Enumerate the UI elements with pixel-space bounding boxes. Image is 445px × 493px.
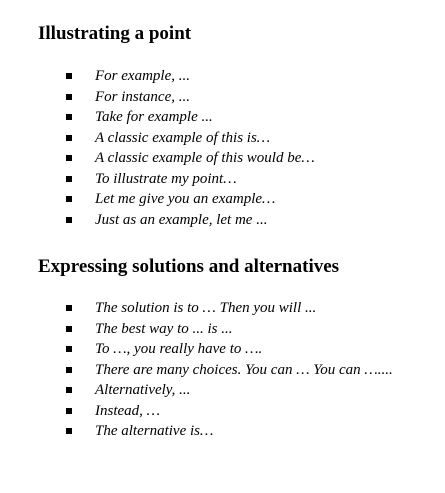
list-item-text: For instance, ...: [95, 88, 190, 105]
list-item: [0, 189, 405, 210]
square-bullet-icon: [66, 114, 72, 120]
list-item: [0, 339, 405, 360]
list-item: [0, 128, 405, 149]
square-bullet-icon: [66, 73, 72, 79]
list-item-text: Let me give you an example…: [95, 191, 276, 207]
list-item: [0, 360, 395, 381]
square-bullet-icon: [66, 94, 72, 100]
list-item-text: The best way to ... is ...: [95, 320, 233, 337]
section-heading-solutions: Expressing solutions and alternatives: [38, 256, 340, 277]
list-item-text: The alternative is…: [95, 423, 214, 439]
list-item: [0, 107, 405, 128]
list-item-text: A classic example of this would be…: [95, 150, 315, 166]
square-bullet-icon: [66, 428, 72, 434]
square-bullet-icon: [66, 217, 72, 223]
list-item-text: Instead, …: [95, 402, 160, 419]
square-bullet-icon: [66, 196, 72, 202]
square-bullet-icon: [66, 176, 72, 182]
square-bullet-icon: [66, 387, 72, 393]
list-item: [0, 421, 405, 442]
square-bullet-icon: [66, 346, 72, 352]
list-item-text: Just as an example, let me ...: [95, 211, 268, 228]
list-item: [0, 401, 405, 422]
list-item: [0, 148, 405, 169]
square-bullet-icon: [66, 408, 72, 414]
list-item-text: Alternatively, ...: [95, 382, 191, 398]
list-item-text: There are many choices. You can … You can …....: [95, 361, 393, 378]
square-bullet-icon: [66, 155, 72, 161]
square-bullet-icon: [66, 135, 72, 141]
square-bullet-icon: [66, 326, 72, 332]
list-item-text: For example, ...: [95, 68, 190, 84]
list-item-text: The solution is to … Then you will ...: [95, 300, 317, 316]
solutions-phrase-list: [0, 298, 405, 442]
list-item-text: To illustrate my point…: [95, 170, 237, 187]
list-item: [0, 380, 405, 401]
list-item: [0, 66, 405, 87]
list-item: [0, 169, 405, 190]
list-item-text: A classic example of this is…: [95, 129, 271, 146]
square-bullet-icon: [66, 367, 72, 373]
list-item-text: To …, you really have to ….: [95, 341, 263, 357]
section-heading-illustrating: Illustrating a point: [38, 23, 192, 44]
list-item: [0, 87, 405, 108]
square-bullet-icon: [66, 305, 72, 311]
list-item: [0, 319, 405, 340]
list-item: [0, 298, 405, 319]
illustrating-phrase-list: [0, 66, 405, 230]
list-item-text: Take for example ...: [95, 109, 213, 125]
list-item: [0, 210, 405, 231]
